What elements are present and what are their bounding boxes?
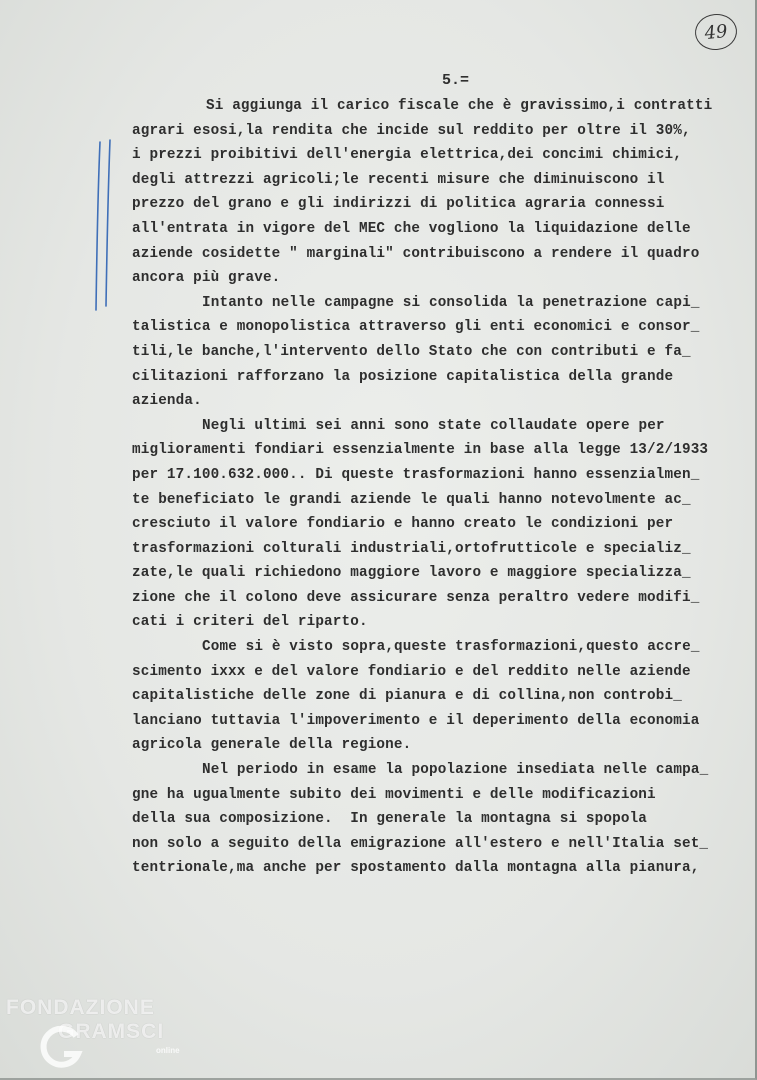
text-line: della sua composizione. In generale la montagna si spopola: [132, 811, 648, 828]
text-line: all'entrata in vigore del MEC che vogliono la liquidazione delle: [132, 220, 691, 237]
text-line: i prezzi proibitivi dell'energia elettrica,dei concimi chimici,: [132, 147, 682, 164]
text-line: capitalistiche delle zone di pianura e di collina,non controbi_: [132, 688, 682, 705]
folio-number-text: 49: [703, 20, 729, 44]
watermark-tag: online: [156, 1046, 180, 1055]
text-line: tili,le banche,l'intervento dello Stato che con contributi e fa_: [132, 343, 691, 360]
text-line: tentrionale,ma anche per spostamento dalla montagna alla pianura,: [132, 860, 700, 877]
text-line: Nel periodo in esame la popolazione insediata nelle campa_: [202, 762, 709, 779]
paragraph-4: [132, 635, 747, 758]
text-line: te beneficiato le grandi aziende le quali hanno notevolmente ac_: [132, 491, 691, 508]
paragraph-1: [132, 94, 747, 291]
text-line: aziende cosidette " marginali" contribuiscono a rendere il quadro: [132, 245, 700, 262]
fondazione-gramsci-watermark: [6, 996, 180, 1055]
text-line: scimento ixxx e del valore fondiario e del reddito nelle aziende: [132, 663, 691, 680]
text-line: Negli ultimi sei anni sono state collaudate opere per: [202, 417, 665, 434]
text-line: azienda.: [132, 393, 202, 410]
folio-number: [693, 12, 739, 52]
text-line: cati i criteri del riparto.: [132, 614, 368, 631]
text-line: agrari esosi,la rendita che incide sul reddito per oltre il 30%,: [132, 122, 691, 139]
gramsci-logo-icon: [36, 1022, 86, 1072]
text-line: zate,le quali richiedono maggiore lavoro e maggiore specializza_: [132, 565, 691, 582]
text-line: zione che il colono deve assicurare senza peraltro vedere modifi_: [132, 589, 700, 606]
text-line: degli attrezzi agricoli;le recenti misure che diminuiscono il: [132, 171, 665, 188]
margin-annotation-mark: [92, 138, 116, 314]
paragraph-2: [132, 291, 747, 414]
text-line: gne ha ugualmente subito dei movimenti e delle modificazioni: [132, 786, 656, 803]
text-line: miglioramenti fondiari essenzialmente in base alla legge 13/2/1933: [132, 442, 709, 459]
paragraph-3: [132, 414, 747, 635]
text-line: Intanto nelle campagne si consolida la penetrazione capi_: [202, 294, 700, 311]
text-line: lanciano tuttavia l'impoverimento e il deperimento della economia: [132, 712, 700, 729]
watermark-line-2: GRAMSCI: [58, 1020, 165, 1043]
text-line: Si aggiunga il carico fiscale che è gravissimo,i contratti: [206, 98, 713, 114]
text-line: prezzo del grano e gli indirizzi di politica agraria connessi: [132, 196, 665, 213]
text-line: cresciuto il valore fondiario e hanno creato le condizioni per: [132, 516, 674, 533]
text-line: agricola generale della regione.: [132, 737, 412, 754]
watermark-line-1: FONDAZIONE: [6, 996, 155, 1019]
text-line: ancora più grave.: [132, 270, 281, 287]
text-line: talistica e monopolistica attraverso gli enti economici e consor_: [132, 319, 700, 336]
text-line: per 17.100.632.000.. Di queste trasformazioni hanno essenzialmen_: [132, 466, 700, 483]
text-line: cilitazioni rafforzano la posizione capitalistica della grande: [132, 368, 674, 385]
text-line: Come si è visto sopra,queste trasformazioni,questo accre_: [202, 639, 700, 656]
text-line: non solo a seguito della emigrazione all'estero e nell'Italia set_: [132, 835, 709, 852]
paragraph-5: [132, 758, 747, 881]
typed-body: [132, 94, 747, 881]
page-header: 5.=: [442, 72, 470, 89]
text-line: trasformazioni colturali industriali,ortofrutticole e specializ_: [132, 540, 691, 557]
